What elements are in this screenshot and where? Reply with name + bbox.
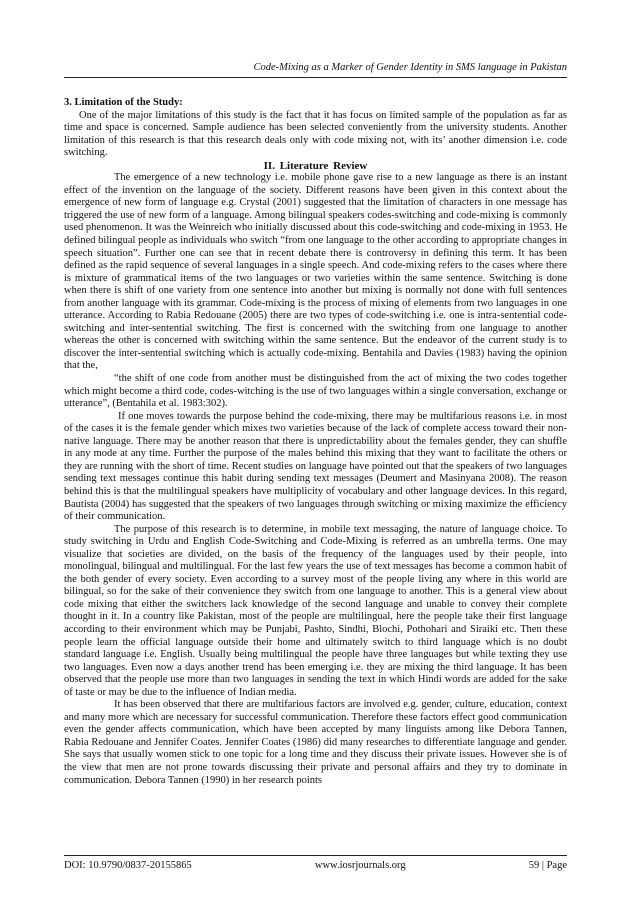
footer-website: www.iosrjournals.org [314, 860, 406, 871]
paragraph-literature-1: The emergence of a new technology i.e. mobile phone gave rise to a new language as there is an instant effect of the invention on the language of the society. Different reasons have been given in this context about the emergence of new form of language e.g. Crystal (2001) suggested that the limitation of characters in one message has triggered the use of new form of a language. Among bilingual speakers codes-switching and code-mixing is commonly used phenomenon. It was the Weinreich who initially discussed about this code-switching and code-mixing in 1953. He defined bilingual people as individuals who switch “from one language to the other according to appropriate changes in speech situation”. Further one can see that in recent debate there is controversy in defining this term. It has been defined as the rapid sequence of several languages in a single speech. And code-mixing refers to the cases where there is mixture of grammatical items of the two languages or two varieties within the same sentence. Switching is done when there is shift of one variety from one sentence into another but mixing is normally not done with full sentences from another language with its grammar. Code-mixing is the process of mixing of elements from two languages in one utterance. According to Rabia Redouane (2005) there are two types of code-switching i.e. one is intra-sentential code-switching and inter-sentential switching. The first is concerned with the switching from one language to another whereas the other is concerned with switching within the same sentence. But the endeavor of the current study is to discover the inter-sentential switching which is actually code-mixing. Bentahila and Davies (1983) having the opinion that the, [64, 172, 567, 372]
paragraph-literature-4: It has been observed that there are multifarious factors are involved e.g. gender, culture, education, context and many more which are necessary for successful communication. Therefore these factors effect good communication even the gender affects communication, which have been accepted by many linguists among like Debora Tannen, Rabia Redouane and Jennifer Coates. Jennifer Coates (1986) did many researches to differentiate language and gender. She says that usually women stick to one topic for a long time and they discuss their private issues. However she is of the view that men are not prone towards discussing their private and personal affairs and they try to dominate in communication. Debora Tannen (1990) in her research points [64, 699, 567, 786]
paragraph-limitation: One of the major limitations of this study is the fact that it has focus on limited sample of the population as far as time and space is concerned. Sample audience has been selected conveniently from the university students. Another limitation of this research is that this research deals only with code mixing not, with its’ another dimension i.e. code switching. [64, 109, 567, 159]
running-title: Code-Mixing as a Marker of Gender Identity in SMS language in Pakistan [253, 62, 567, 73]
paragraph-literature-2: If one moves towards the purpose behind the code-mixing, there may be multifarious reasons i.e. in most of the cases it is the female gender which mixes two varieties because of the lack of complete access toward their non-native language. There may be another reason that there is unpredictability about the females gender, they can shuffle in any mode at any time. Further the purpose of the males behind this mixing that they want to facilitate the others or they are running with the short of time. Recent studies on language have pointed out that the speakers of two languages sending text messages continue this habit during sending text messages (Deumert and Masinyana 2008). The reason behind this is that the multilingual speakers have multiplicity of vocabulary and other language devices. In this regard, Bautista (2004) has suggested that the speakers of two languages through switching or mixing maximize the efficiency of their communication. [64, 410, 567, 523]
block-quote: “the shift of one code from another must be distinguished from the act of mixing the two codes together which might become a third code, codes-witching is the use of two languages within a single conversation, exchange or utterance”, (Bentahila et al. 1983:302). [64, 373, 567, 410]
body-text [64, 97, 567, 787]
section-heading-literature-review: II. Literature Review [263, 159, 368, 172]
page-footer [64, 860, 567, 872]
footer-rule [64, 855, 567, 856]
paragraph-literature-3: The purpose of this research is to determine, in mobile text messaging, the nature of language choice. To study switching in Urdu and English Code-Switching and Code-Mixing is referred as an umbrella terms. One may visualize that societies are divided, on the basis of the frequency of the languages used by their people, into monolingual, bilingual and multilingual. For the last few years the use of text messages has become a common habit of the both gender of every society. Even according to a survey most of the people living any where in this world are bilingual, so for the sake of their convenience they switch from one language to another. This is a general view about code mixing that either the switchers lack knowledge of the second language and unable to convey their complete thought in it. In a country like Pakistan, most of the people are multilingual, here the people take their first language according to their environment which may be Punjabi, Pashto, Sindhi, Blochi, Pothohari and Siraiki etc. Then these people learn the official language outside their home and ultimately switch to third language which is no doubt standard language i.e. English. Usually being multilingual the people have three languages but while texting they use two languages. Even now a days another trend has been emerging i.e. they are mixing the third language. It has been observed that the people use more than two languages in sending the text in which Hindi words are added for the sake of taste or may be due to the influence of Indian media. [64, 523, 567, 698]
section-title-limitation: 3. Limitation of the Study: [64, 97, 183, 108]
footer-page-number: 59 | Page [528, 860, 567, 871]
header-rule [64, 77, 567, 78]
footer-doi: DOI: 10.9790/0837-20155865 [64, 860, 192, 871]
